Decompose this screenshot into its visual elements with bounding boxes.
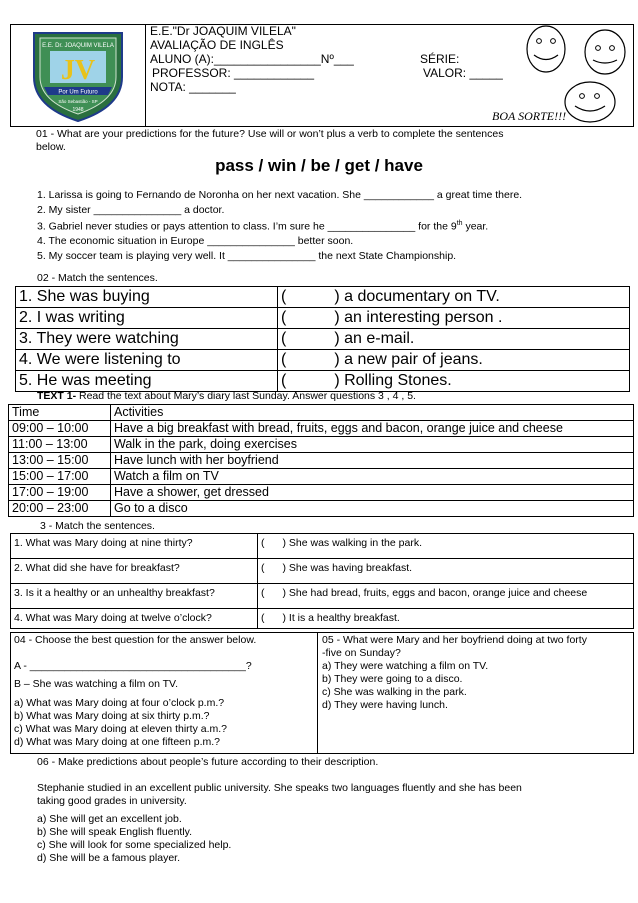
table-row bbox=[11, 559, 634, 584]
q6-text-cont: taking good grades in university. bbox=[37, 795, 187, 807]
logo-letters: JV bbox=[60, 55, 96, 86]
q2-left: 1. She was buying bbox=[16, 287, 278, 308]
q4-instruction: 04 - Choose the best question for the answer below. bbox=[14, 634, 257, 646]
grade-score-field[interactable]: NOTA: _______ bbox=[150, 80, 236, 94]
teacher-field[interactable]: PROFESSOR: ____________ bbox=[152, 66, 315, 80]
table-row bbox=[9, 453, 634, 469]
q5-instruction: 05 - What were Mary and her boyfriend doing at two forty bbox=[322, 634, 587, 646]
q2-match-table bbox=[15, 286, 630, 392]
q2-answer-slot[interactable]: ( ) an e-mail. bbox=[278, 329, 630, 350]
q3-question: 4. What was Mary doing at twelve o’clock? bbox=[11, 609, 258, 629]
q5-option[interactable]: c) She was walking in the park. bbox=[322, 686, 467, 698]
q5-instruction-cont: -five on Sunday? bbox=[322, 647, 401, 659]
q1-sentence[interactable]: 2. My sister _______________ a doctor. bbox=[37, 203, 225, 216]
logo-year: 1948 bbox=[72, 107, 84, 113]
diary-activity: Have a big breakfast with bread, fruits, eggs and bacon, orange juice and cheese bbox=[111, 421, 634, 437]
q4-q5-divider bbox=[317, 632, 318, 754]
table-row bbox=[9, 469, 634, 485]
diary-activity: Walk in the park, doing exercises bbox=[111, 437, 634, 453]
q4-option[interactable]: b) What was Mary doing at six thirty p.m.? bbox=[14, 710, 210, 722]
q6-option[interactable]: a) She will get an excellent job. bbox=[37, 813, 182, 825]
school-logo bbox=[22, 25, 134, 125]
q4-option[interactable]: a) What was Mary doing at four o’clock p.m.? bbox=[14, 697, 225, 709]
test-title: AVALIAÇÃO DE INGLÊS bbox=[150, 38, 284, 52]
table-row bbox=[9, 485, 634, 501]
q6-option[interactable]: c) She will look for some specialized help. bbox=[37, 839, 232, 851]
diary-activity: Go to a disco bbox=[111, 501, 634, 517]
table-row bbox=[9, 405, 634, 421]
table-row bbox=[11, 534, 634, 559]
table-row bbox=[11, 584, 634, 609]
q2-answer-slot[interactable]: ( ) a new pair of jeans. bbox=[278, 350, 630, 371]
student-name-field[interactable]: ALUNO (A):________________Nº___ bbox=[150, 52, 354, 66]
q2-instruction: 02 - Match the sentences. bbox=[37, 272, 158, 284]
logo-ribbon: Por Um Futuro bbox=[58, 89, 98, 96]
q4-option[interactable]: d) What was Mary doing at one fifteen p.m.? bbox=[14, 736, 221, 748]
diary-header-time: Time bbox=[9, 405, 111, 421]
table-row bbox=[16, 308, 630, 329]
smiley-face-icon bbox=[583, 28, 627, 79]
q2-answer-slot[interactable]: ( ) Rolling Stones. bbox=[278, 371, 630, 392]
q2-answer-slot[interactable]: ( ) a documentary on TV. bbox=[278, 287, 630, 308]
table-row bbox=[16, 371, 630, 392]
value-field[interactable]: VALOR: _____ bbox=[423, 66, 503, 80]
table-row bbox=[9, 437, 634, 453]
q1-sentence[interactable]: 5. My soccer team is playing very well. It _______________ the next State Championship. bbox=[37, 249, 457, 262]
q3-answer-slot[interactable]: ( ) She had bread, fruits, eggs and bacon, orange juice and cheese bbox=[258, 584, 634, 609]
q3-instruction: 3 - Match the sentences. bbox=[40, 520, 155, 532]
q3-question: 1. What was Mary doing at nine thirty? bbox=[11, 534, 258, 559]
text1-label: TEXT 1- bbox=[37, 390, 77, 402]
logo-top-text: E.E. Dr. JOAQUIM VILELA bbox=[42, 43, 114, 49]
q3-answer-slot[interactable]: ( ) She was walking in the park. bbox=[258, 534, 634, 559]
q2-left: 4. We were listening to bbox=[16, 350, 278, 371]
q3-answer-slot[interactable]: ( ) She was having breakfast. bbox=[258, 559, 634, 584]
header-divider bbox=[145, 24, 146, 127]
q4-blank[interactable]: A - _____________________________________? bbox=[14, 660, 252, 672]
q2-answer-slot[interactable]: ( ) an interesting person . bbox=[278, 308, 630, 329]
table-row bbox=[11, 609, 634, 629]
q1-sentence[interactable]: 3. Gabriel never studies or pays attention to class. I’m sure he _______________ for the 9th year. bbox=[37, 220, 489, 233]
diary-table bbox=[8, 404, 634, 517]
table-row bbox=[16, 329, 630, 350]
diary-activity: Watch a film on TV bbox=[111, 469, 634, 485]
diary-time: 13:00 – 15:00 bbox=[9, 453, 111, 469]
table-row bbox=[9, 501, 634, 517]
q4-option[interactable]: c) What was Mary doing at eleven thirty a.m.? bbox=[14, 723, 227, 735]
table-row bbox=[9, 421, 634, 437]
good-luck-text: BOA SORTE!!! bbox=[492, 109, 567, 123]
diary-activity: Have a shower, get dressed bbox=[111, 485, 634, 501]
school-name: E.E."Dr JOAQUIM VILELA" bbox=[150, 24, 296, 38]
q3-question: 2. What did she have for breakfast? bbox=[11, 559, 258, 584]
q5-option[interactable]: a) They were watching a film on TV. bbox=[322, 660, 489, 672]
q1-instruction-cont: below. bbox=[36, 141, 66, 153]
q3-question: 3. Is it a healthy or an unhealthy breakfast? bbox=[11, 584, 258, 609]
diary-time: 15:00 – 17:00 bbox=[9, 469, 111, 485]
q6-text: Stephanie studied in an excellent public university. She speaks two languages fluently and she has been bbox=[37, 782, 522, 794]
diary-header-activities: Activities bbox=[111, 405, 634, 421]
text1-instruction: Read the text about Mary’s diary last Sunday. Answer questions 3 , 4 , 5. bbox=[76, 390, 416, 402]
q4-answer: B – She was watching a film on TV. bbox=[14, 678, 179, 690]
diary-time: 20:00 – 23:00 bbox=[9, 501, 111, 517]
diary-time: 17:00 – 19:00 bbox=[9, 485, 111, 501]
q2-left: 2. I was writing bbox=[16, 308, 278, 329]
smiley-face-icon bbox=[525, 24, 567, 77]
q1-instruction: 01 - What are your predictions for the future? Use will or won’t plus a verb to complete the sentences bbox=[36, 128, 504, 140]
q2-left: 5. He was meeting bbox=[16, 371, 278, 392]
q6-option[interactable]: b) She will speak English fluently. bbox=[37, 826, 193, 838]
logo-city: São Sebastião - SP bbox=[58, 99, 98, 104]
q2-left: 3. They were watching bbox=[16, 329, 278, 350]
diary-time: 09:00 – 10:00 bbox=[9, 421, 111, 437]
table-row bbox=[16, 287, 630, 308]
q1-sentence[interactable]: 1. Larissa is going to Fernando de Noronha on her next vacation. She ____________ a great time there. bbox=[37, 189, 523, 201]
q6-option[interactable]: d) She will be a famous player. bbox=[37, 852, 180, 864]
word-bank: pass / win / be / get / have bbox=[215, 156, 423, 175]
q3-match-table bbox=[10, 533, 634, 629]
q6-instruction: 06 - Make predictions about people’s future according to their description. bbox=[37, 756, 379, 768]
diary-activity: Have lunch with her boyfriend bbox=[111, 453, 634, 469]
q1-sentence[interactable]: 4. The economic situation in Europe _______________ better soon. bbox=[37, 235, 354, 248]
smiley-face-icon bbox=[563, 80, 617, 127]
table-row bbox=[16, 350, 630, 371]
diary-time: 11:00 – 13:00 bbox=[9, 437, 111, 453]
grade-field[interactable]: SÉRIE: bbox=[420, 52, 460, 66]
q5-option[interactable]: d) They were having lunch. bbox=[322, 699, 448, 711]
q3-answer-slot[interactable]: ( ) It is a healthy breakfast. bbox=[258, 609, 634, 629]
q5-option[interactable]: b) They were going to a disco. bbox=[322, 673, 463, 685]
